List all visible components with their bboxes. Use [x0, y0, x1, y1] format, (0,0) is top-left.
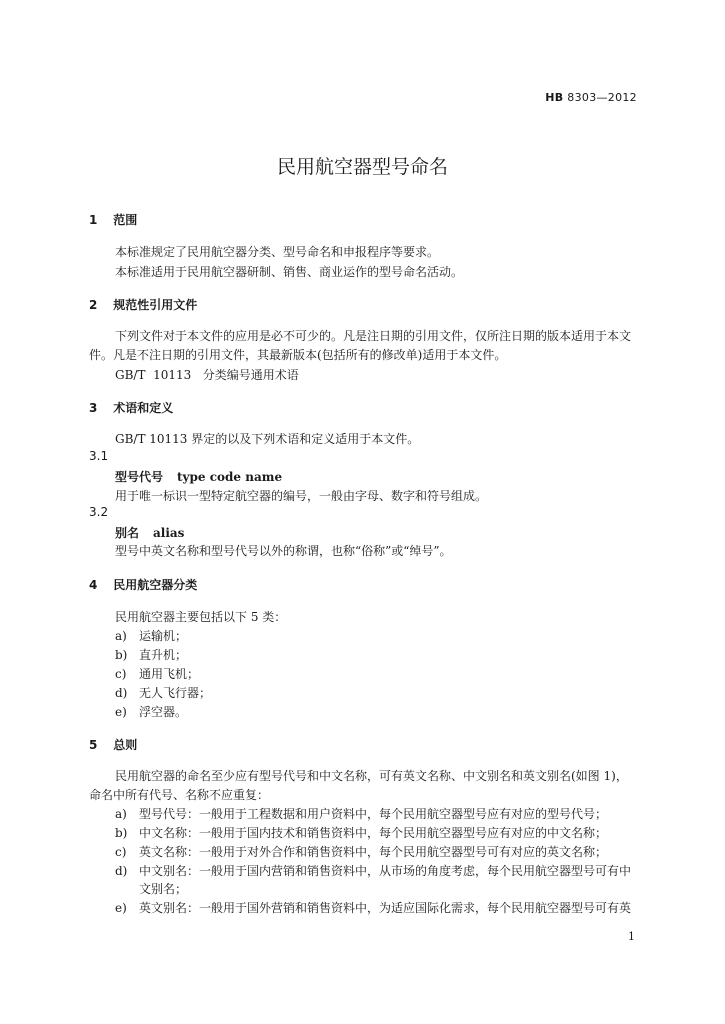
section-5-paragraph-line-2: 命名中所有代号、名称不应重复：: [89, 788, 270, 802]
list-text: 运输机；: [139, 629, 188, 643]
list-item: [115, 843, 607, 860]
section-title: 总则: [113, 738, 138, 752]
section-3-heading: [89, 399, 173, 416]
list-marker: a): [115, 807, 127, 821]
section-1-paragraph-2: 本标准适用于民用航空器研制、销售、商业运作的型号命名活动。: [115, 265, 464, 279]
term-1-definition: 用于唯一标识一型特定航空器的编号，一般由字母、数字和符号组成。: [115, 489, 488, 503]
section-5-heading: [89, 736, 137, 753]
term-2-number: 3.2: [89, 505, 109, 519]
term-2-english: alias: [153, 526, 185, 540]
list-marker: e): [115, 901, 127, 915]
list-text: 直升机；: [139, 648, 188, 662]
section-2-paragraph-line-2: 件。凡是不注日期的引用文件，其最新版本(包括所有的修改单)适用于本文件。: [89, 348, 507, 362]
term-1-number: 3.1: [89, 449, 109, 463]
list-marker: b): [115, 826, 128, 840]
list-item: [115, 805, 607, 822]
section-title: 规范性引用文件: [113, 298, 198, 312]
section-number: 1: [89, 213, 98, 227]
list-item: [115, 824, 607, 841]
section-2-reference: GB/T 10113 分类编号通用术语: [115, 368, 299, 382]
list-marker: d): [115, 864, 128, 878]
list-item: [115, 862, 631, 879]
list-item-continuation: 文别名；: [139, 882, 188, 896]
list-text: 中文别名：一般用于国内营销和销售资料中，从市场的角度考虑，每个民用航空器型号可有中: [139, 864, 632, 878]
term-2-chinese: 别名: [115, 526, 140, 540]
list-marker: d): [115, 686, 128, 700]
list-text: 型号代号：一般用于工程数据和用户资料中，每个民用航空器型号应有对应的型号代号；: [139, 807, 608, 821]
document-title: 民用航空器型号命名: [276, 156, 448, 178]
term-1-heading: [115, 468, 282, 485]
list-marker: a): [115, 629, 127, 643]
list-text: 无人飞行器；: [139, 686, 212, 700]
standard-code: [545, 91, 637, 104]
list-item: [115, 665, 199, 682]
list-item: [115, 627, 187, 644]
section-1-heading: [89, 211, 137, 228]
list-text: 英文别名：一般用于国外营销和销售资料中，为适应国际化需求，每个民用航空器型号可有英: [139, 901, 632, 915]
term-2-definition: 型号中英文名称和型号代号以外的称谓，也称“俗称”或“绰号”。: [115, 544, 452, 558]
list-text: 通用飞机；: [139, 667, 200, 681]
section-title: 术语和定义: [113, 401, 174, 415]
list-item: [115, 646, 187, 663]
standard-code-prefix: HB: [545, 91, 564, 104]
list-text: 英文名称：一般用于对外合作和销售资料中，每个民用航空器型号可有对应的英文名称；: [139, 845, 608, 859]
list-item: [115, 703, 187, 720]
term-1-chinese: 型号代号: [115, 470, 164, 484]
section-4-paragraph: 民用航空器主要包括以下 5 类：: [115, 610, 287, 624]
list-text: 浮空器。: [139, 705, 188, 719]
section-2-paragraph-line-1: 下列文件对于本文件的应用是必不可少的。凡是注日期的引用文件，仅所注日期的版本适用于本文: [115, 329, 632, 343]
list-marker: b): [115, 648, 128, 662]
list-marker: c): [115, 845, 127, 859]
section-3-paragraph: GB/T 10113 界定的以及下列术语和定义适用于本文件。: [115, 432, 420, 446]
section-number: 2: [89, 298, 98, 312]
section-number: 5: [89, 738, 98, 752]
list-item: [115, 684, 211, 701]
section-title: 范围: [113, 213, 138, 227]
list-text: 中文名称：一般用于国内技术和销售资料中，每个民用航空器型号应有对应的中文名称；: [139, 826, 608, 840]
list-marker: c): [115, 667, 127, 681]
section-number: 3: [89, 401, 98, 415]
standard-code-number: 8303—2012: [567, 91, 637, 104]
list-marker: e): [115, 705, 127, 719]
section-1-paragraph-1: 本标准规定了民用航空器分类、型号命名和申报程序等要求。: [115, 245, 440, 259]
section-4-heading: [89, 576, 197, 593]
section-title: 民用航空器分类: [113, 578, 198, 592]
section-5-paragraph-line-1: 民用航空器的命名至少应有型号代号和中文名称，可有英文名称、中文别名和英文别名(如图 1)，: [115, 769, 628, 783]
section-number: 4: [89, 578, 98, 592]
section-2-heading: [89, 296, 197, 313]
term-2-heading: [115, 524, 184, 541]
list-item: [115, 899, 631, 916]
page-number: 1: [628, 930, 635, 943]
term-1-english: type code name: [177, 470, 283, 484]
